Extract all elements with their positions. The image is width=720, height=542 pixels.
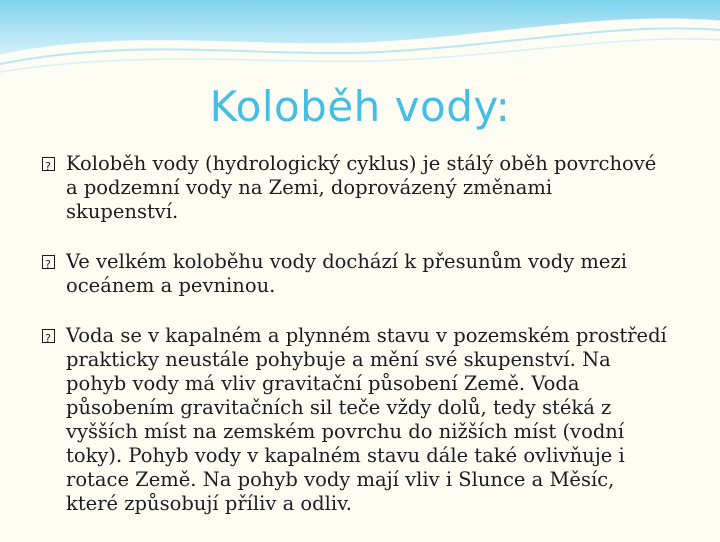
- slide-title: Koloběh vody:: [209, 82, 511, 131]
- bullet-list: [40, 152, 670, 542]
- bullet-text: Ve velkém koloběhu vody dochází k přesunům vody mezi oceánem a pevninou.: [66, 250, 627, 297]
- wave-header-decoration: [0, 0, 720, 80]
- bullet-item: [40, 324, 670, 516]
- missing-glyph-bullet-icon: [42, 255, 55, 269]
- bullet-item: [40, 250, 670, 298]
- bullet-text: Koloběh vody (hydrologický cyklus) je stálý oběh povrchové a podzemní vody na Zemi, doprovázený změnami skupenství.: [66, 152, 657, 223]
- bullet-item: [40, 152, 670, 224]
- bullet-text: Voda se v kapalném a plynném stavu v pozemském prostředí prakticky neustále pohybuje a mění své skupenství. Na pohyb vody má vliv gravitační působení Země. Voda působením gravitačních sil teče vždy dolů, tedy stéká z vyšších míst na zemském povrchu do nižších míst (vodní toky). Pohyb vody v kapalném stavu dále také ovlivňuje i rotace Země. Na pohyb vody mají vliv i Slunce a Měsíc, které způsobují příliv a odliv.: [66, 324, 667, 515]
- missing-glyph-bullet-icon: [42, 157, 55, 171]
- missing-glyph-bullet-icon: [42, 329, 55, 343]
